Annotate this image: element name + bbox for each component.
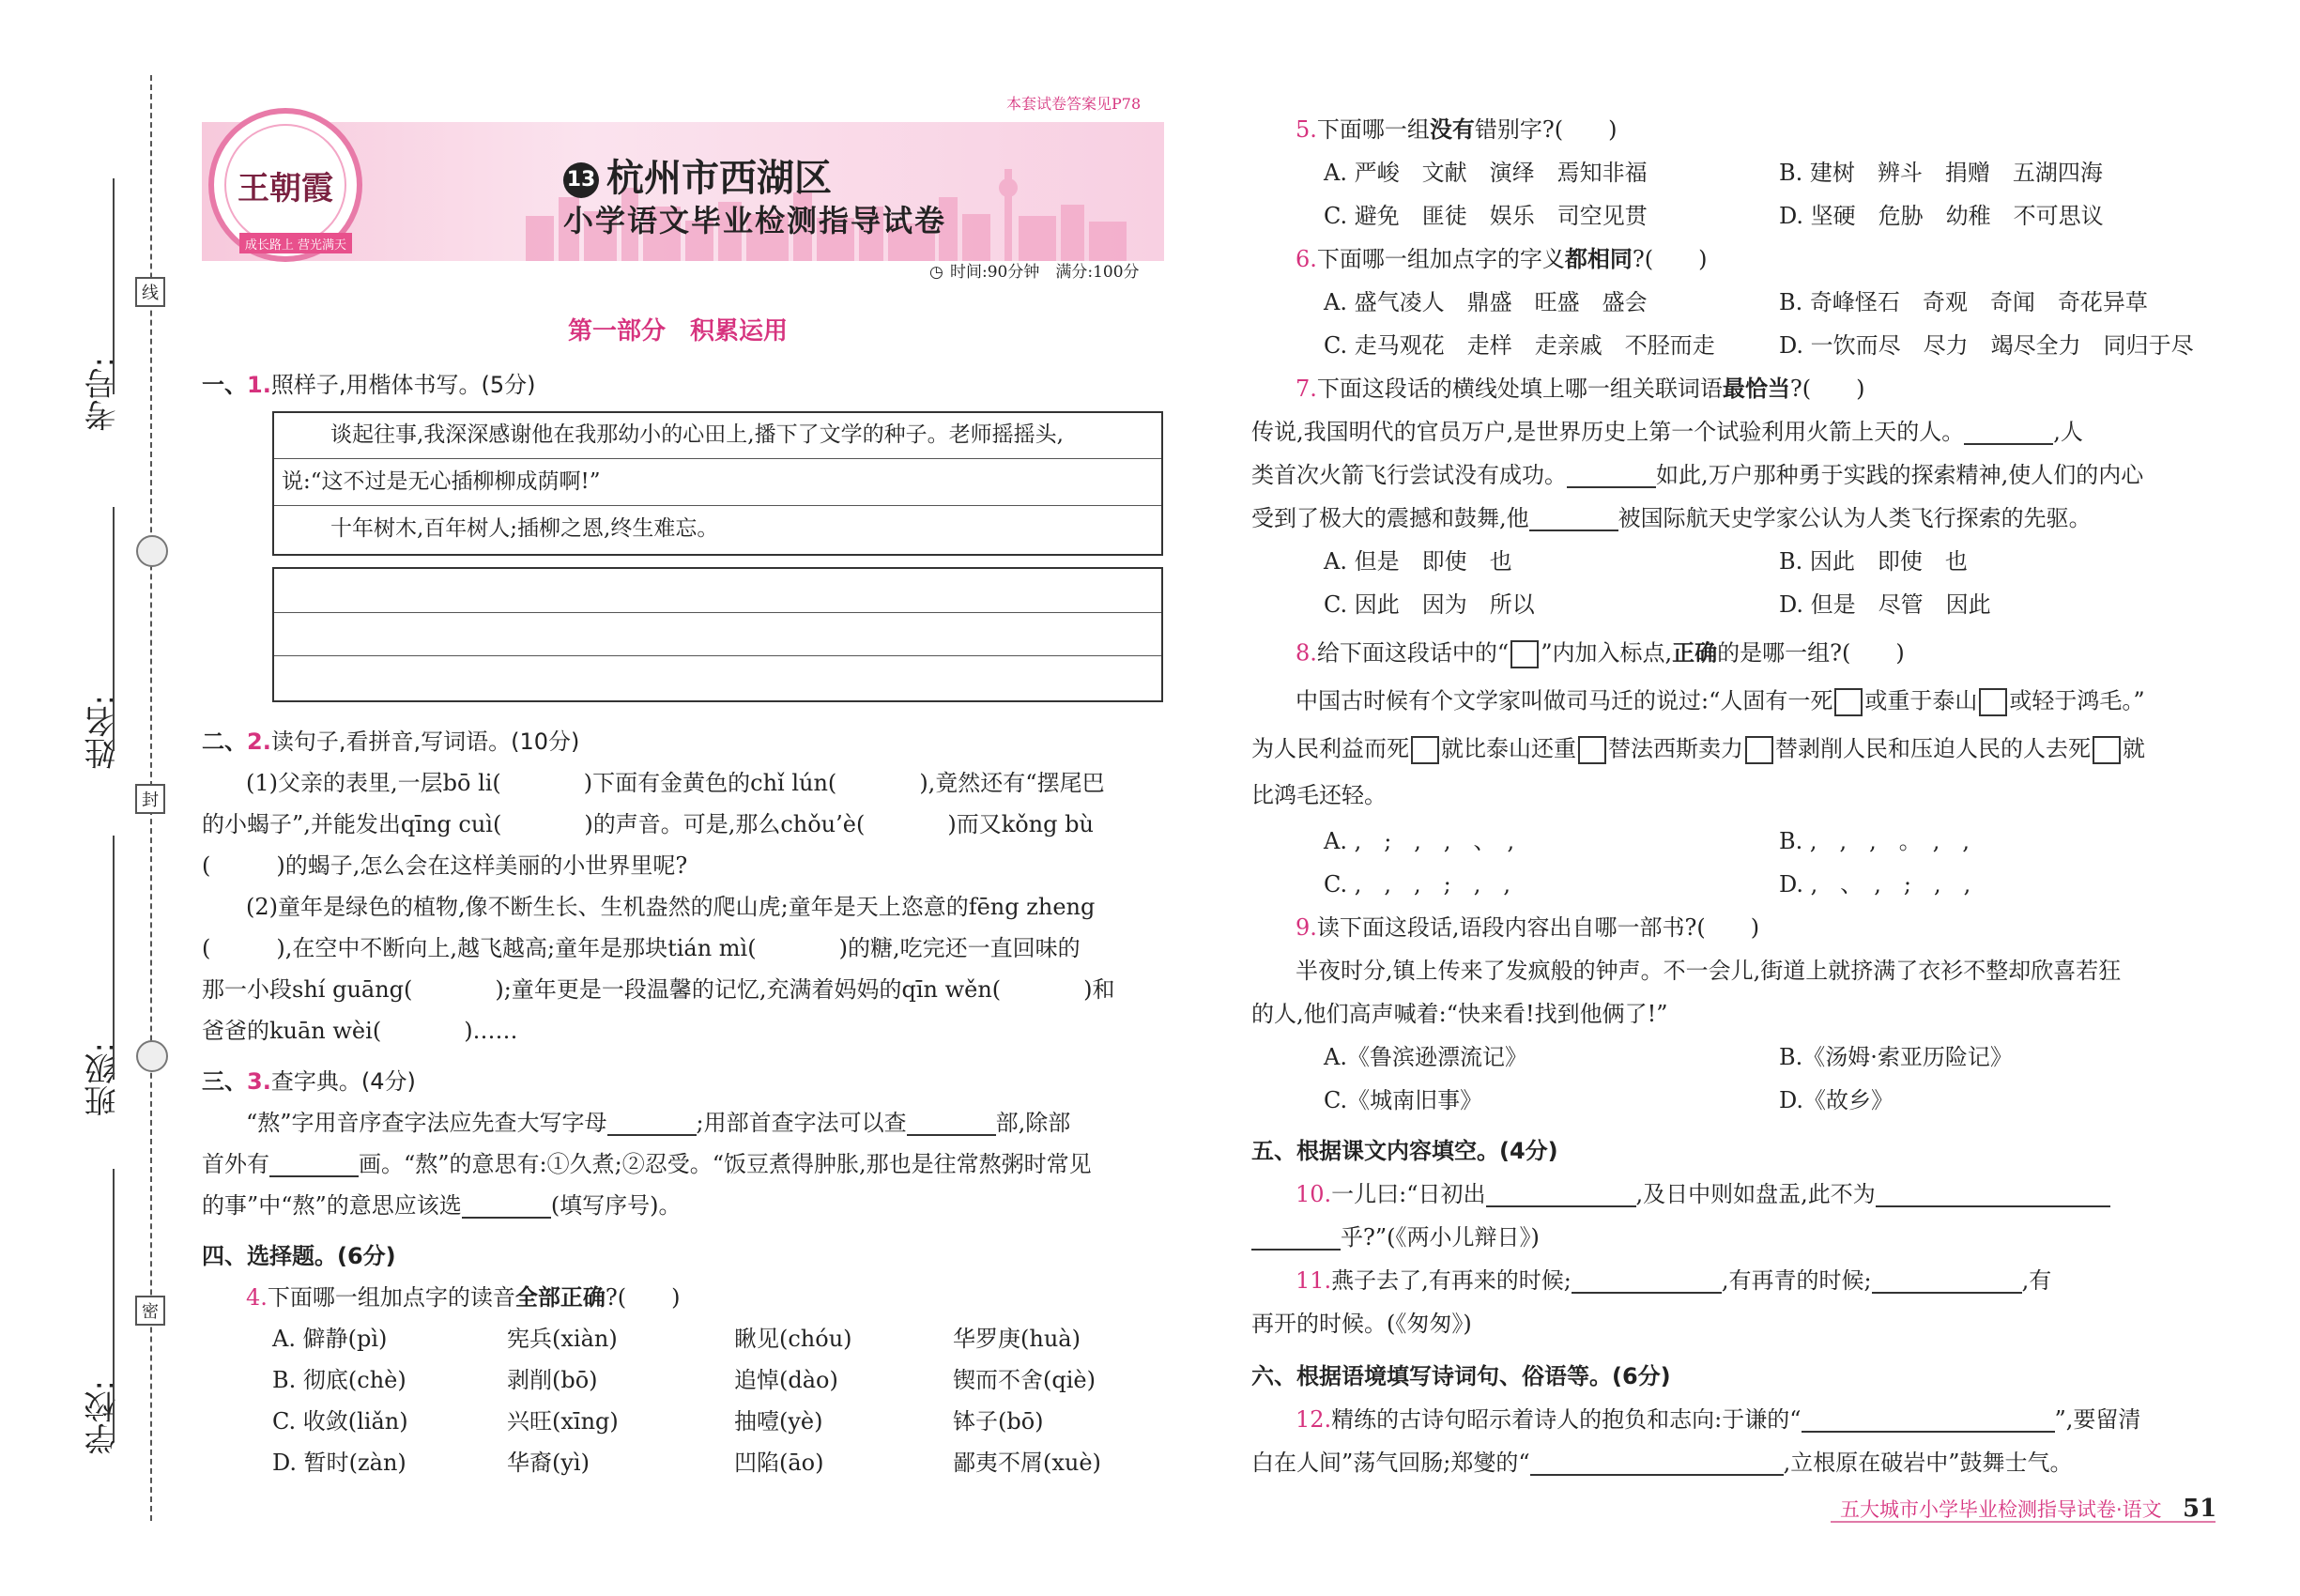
- punct-box[interactable]: [1745, 736, 1773, 764]
- blank[interactable]: [1530, 1451, 1784, 1476]
- q8-option-a[interactable]: A. , ; , , 、 ,: [1324, 828, 1515, 854]
- q8-option-b[interactable]: B. , , , 。 , ,: [1779, 828, 1970, 854]
- punct-box[interactable]: [1411, 736, 1439, 764]
- q2-line-2: 的小蝎子”,并能发出qīng cuì( )的声音。可是,那么chǒu’è( )而又kǒng bù: [202, 811, 1094, 837]
- q2-line-7: 爸爸的kuān wèi( )……: [202, 1018, 518, 1044]
- blank[interactable]: [1251, 1226, 1341, 1251]
- q7-option-d[interactable]: D. 但是 尽管 因此: [1779, 591, 1991, 618]
- label-kaohao: 考号:: [84, 357, 122, 432]
- q8-stem: 8.给下面这段话中的“ ”内加入标点,正确的是哪一组?( ): [1296, 640, 1905, 668]
- blank[interactable]: [607, 1112, 697, 1136]
- q9-option-d[interactable]: D.《故乡》: [1779, 1087, 1894, 1113]
- q4-option-d3: 凹陷(āo): [734, 1450, 824, 1476]
- label-banji: 班级:: [84, 1042, 122, 1117]
- q8-para-1: 中国古时候有个文学家叫做司马迁的说过:“人固有一死 或重于泰山 或轻于鸿毛。”: [1296, 688, 2145, 716]
- blank[interactable]: [1802, 1408, 2055, 1433]
- q6-option-c[interactable]: C. 走马观花 走样 走亲戚 不胫而走: [1324, 332, 1715, 359]
- xingming-line[interactable]: [113, 507, 115, 751]
- q4-option-a1[interactable]: A. 僻静(pì): [272, 1326, 388, 1352]
- q3-line-1: “熬”字用音序查字法应先查大写字母 ;用部首查字法可以查 部,除部: [246, 1110, 1071, 1136]
- q2-text: 读句子,看拼音,写词语。(10分): [270, 729, 580, 755]
- q5-section-label: 五、: [1251, 1138, 1296, 1164]
- binding-mark-mid: 封: [135, 784, 165, 814]
- q4-stem: 4.下面哪一组加点字的读音全部正确?( ): [246, 1284, 681, 1311]
- punct-box[interactable]: [2093, 736, 2121, 764]
- q1-number: 1.: [247, 372, 271, 398]
- q5-section-text: 根据课文内容填空。(4分): [1296, 1138, 1558, 1164]
- q7-option-c[interactable]: C. 因此 因为 所以: [1324, 591, 1535, 618]
- q2-line-5: ( ),在空中不断向上,越飞越高;童年是那块tián mì( )的糖,吃完还一直回味的: [202, 935, 1081, 961]
- q9-para-2: 的人,他们高声喊着:“快来看!找到他俩了!”: [1251, 1001, 1668, 1027]
- q9-option-c[interactable]: C.《城南旧事》: [1324, 1087, 1483, 1113]
- blank[interactable]: [1876, 1183, 2110, 1207]
- q2-line-6: 那一小段shí guāng( );童年更是一段温馨的记忆,充满着妈妈的qīn wěn( )和: [202, 976, 1115, 1003]
- sample-line-2: 说:“这不过是无心插柳柳成荫啊!”: [282, 469, 601, 494]
- exam-meta: 时间:90分钟 满分:100分: [950, 263, 1140, 282]
- punct-box[interactable]: [1834, 688, 1863, 716]
- footer-text: 五大城市小学毕业检测指导试卷·语文: [1840, 1498, 2162, 1521]
- label-xuexiao: 学校:: [84, 1380, 122, 1455]
- q4-option-c4: 钵子(bō): [953, 1408, 1044, 1435]
- q6-option-a[interactable]: A. 盛气凌人 鼎盛 旺盛 盛会: [1324, 289, 1648, 315]
- q12-line-1: 12.精练的古诗句昭示着诗人的抱负和志向:于谦的“ ”,要留清: [1296, 1406, 2141, 1433]
- q4-option-d2: 华裔(yì): [507, 1450, 590, 1476]
- blank[interactable]: [1486, 1183, 1636, 1207]
- q4-option-b2: 剥削(bō): [507, 1367, 598, 1393]
- q5-option-c[interactable]: C. 避免 匪徒 娱乐 司空见贯: [1324, 203, 1648, 229]
- q7-option-a[interactable]: A. 但是 即使 也: [1324, 548, 1512, 575]
- q9-stem: 9.读下面这段话,语段内容出自哪一部书?( ): [1296, 914, 1760, 941]
- q4-option-a4: 华罗庚(huà): [953, 1326, 1081, 1352]
- q6-option-d[interactable]: D. 一饮而尽 尽力 竭尽全力 同归于尽: [1779, 332, 2194, 359]
- banji-line[interactable]: [113, 836, 115, 1080]
- q9-option-a[interactable]: A.《鲁滨逊漂流记》: [1324, 1044, 1527, 1070]
- blank[interactable]: [1572, 1269, 1722, 1294]
- q2-number: 2.: [247, 729, 271, 755]
- q7-para-3: 受到了极大的震撼和鼓舞,他 被国际航天史学家公认为人类飞行探索的先驱。: [1251, 505, 2092, 531]
- q6-section-label: 六、: [1251, 1363, 1296, 1389]
- q5-option-d[interactable]: D. 坚硬 危胁 幼稚 不可思议: [1779, 203, 2104, 229]
- blank[interactable]: [1964, 421, 2053, 445]
- q8-para-3: 比鸿毛还轻。: [1251, 782, 1387, 808]
- q9-option-b[interactable]: B.《汤姆·索亚历险记》: [1779, 1044, 2013, 1070]
- blank[interactable]: [1567, 464, 1656, 488]
- q5-stem: 5.下面哪一组没有错别字?( ): [1296, 116, 1618, 143]
- brand-logo: 王朝霞: [208, 108, 362, 262]
- blank[interactable]: [269, 1153, 359, 1177]
- q5-option-a[interactable]: A. 严峻 文献 演绎 焉知非福: [1324, 160, 1648, 186]
- q9-para-1: 半夜时分,镇上传来了发疯般的钟声。不一会儿,街道上就挤满了衣衫不整却欣喜若狂: [1296, 958, 2122, 984]
- clock-icon: ◷: [929, 263, 943, 282]
- exam-subtitle: 小学语文毕业检测指导试卷: [563, 203, 947, 238]
- answer-reference: 本套试卷答案见P78: [1006, 95, 1142, 113]
- q6-stem: 6.下面哪一组加点字的字义都相同?( ): [1296, 246, 1708, 272]
- q11-line-1: 11.燕子去了,有再来的时候; ,有再青的时候; ,有: [1296, 1267, 2052, 1294]
- q2-label: 二、: [202, 729, 247, 755]
- sample-line-1: 谈起往事,我深深感谢他在我那幼小的心田上,播下了文学的种子。老师摇摇头,: [330, 422, 1064, 447]
- label-xingming: 姓名:: [84, 695, 122, 770]
- exam-number-badge: 13: [563, 162, 599, 198]
- q4-option-d1[interactable]: D. 暂时(zàn): [272, 1450, 406, 1476]
- page-number: 51: [2183, 1495, 2217, 1523]
- brand-ribbon: 成长路上 营光满天: [239, 233, 352, 253]
- q8-option-c[interactable]: C. , , , ; , ,: [1324, 871, 1510, 898]
- q4-option-b4: 锲而不舍(qiè): [953, 1367, 1096, 1393]
- handwriting-answer-box[interactable]: [272, 567, 1163, 702]
- q4-option-b3: 追悼(dào): [734, 1367, 838, 1393]
- q11-line-2: 再开的时候。(《匆匆》): [1251, 1311, 1472, 1337]
- q6-option-b[interactable]: B. 奇峰怪石 奇观 奇闻 奇花异草: [1779, 289, 2148, 315]
- sample-text-box: [272, 411, 1163, 556]
- q4-option-d4: 鄙夷不屑(xuè): [953, 1450, 1101, 1476]
- sample-line-3: 十年树木,百年树人;插柳之恩,终生难忘。: [330, 516, 719, 541]
- binding-mark-top: 线: [135, 277, 165, 307]
- exam-title: 13 杭州市西湖区: [563, 148, 832, 202]
- q7-para-2: 类首次火箭飞行尝试没有成功。 如此,万户那种勇于实践的探索精神,使人们的内心: [1251, 462, 2144, 488]
- q2-line-4: (2)童年是绿色的植物,像不断生长、生机盎然的爬山虎;童年是天上恣意的fēng zheng: [246, 894, 1096, 920]
- q3-line-3: 的事”中“熬”的意思应该选 (填写序号)。: [202, 1192, 682, 1219]
- q8-para-2: 为人民利益而死 就比泰山还重 替法西斯卖力 替剥削人民和压迫人民的人去死 就: [1251, 736, 2145, 764]
- q2-line-3: ( )的蝎子,怎么会在这样美丽的小世界里呢?: [202, 852, 688, 879]
- q1-text: 照样子,用楷体书写。(5分): [270, 372, 536, 398]
- q4-option-b1[interactable]: B. 彻底(chè): [272, 1367, 406, 1393]
- q4-option-a2: 宪兵(xiàn): [507, 1326, 618, 1352]
- q12-line-2: 白在人间”荡气回肠;郑燮的“ ,立根原在破岩中”鼓舞士气。: [1251, 1450, 2073, 1476]
- punct-box[interactable]: [1578, 736, 1606, 764]
- binding-ring-icon: [136, 535, 168, 567]
- footer-rule: [1831, 1521, 2216, 1523]
- xuexiao-line[interactable]: [113, 1169, 115, 1441]
- q4-section-text: 选择题。(6分): [247, 1243, 396, 1269]
- q7-stem: 7.下面这段话的横线处填上哪一组关联词语最恰当?( ): [1296, 376, 1865, 402]
- part1-title: 第一部分 积累运用: [568, 317, 789, 345]
- q4-option-c3: 抽噎(yè): [734, 1408, 823, 1435]
- q4-option-a3: 瞅见(chóu): [734, 1326, 852, 1352]
- q4-option-c2: 兴旺(xīng): [507, 1408, 619, 1435]
- q7-para-1: 传说,我国明代的官员万户,是世界历史上第一个试验利用火箭上天的人。 ,人: [1251, 419, 2083, 445]
- q3-text: 查字典。(4分): [270, 1068, 416, 1095]
- q4-option-c1[interactable]: C. 收敛(liǎn): [272, 1408, 408, 1435]
- blank[interactable]: [907, 1112, 996, 1136]
- q3-number: 3.: [247, 1068, 271, 1095]
- q6-section-text: 根据语境填写诗词句、俗语等。(6分): [1296, 1363, 1671, 1389]
- q7-option-b[interactable]: B. 因此 即使 也: [1779, 548, 1968, 575]
- binding-ring-icon: [136, 1040, 168, 1072]
- q3-label: 三、: [202, 1068, 247, 1095]
- q8-option-d[interactable]: D. , 、 , ; , ,: [1779, 871, 1971, 898]
- q4-section-label: 四、: [202, 1243, 247, 1269]
- q5-option-b[interactable]: B. 建树 辨斗 捐赠 五湖四海: [1779, 160, 2103, 186]
- q10-line-2: 乎?”(《两小儿辩日》): [1251, 1226, 1540, 1251]
- blank[interactable]: [1872, 1269, 2022, 1294]
- q2-line-1: (1)父亲的表里,一层bō li( )下面有金黄色的chǐ lún( ),竟然还有“摆尾巴: [246, 770, 1105, 796]
- punct-box[interactable]: [1979, 688, 2007, 716]
- q1-label: 一、: [202, 372, 247, 398]
- blank[interactable]: [462, 1194, 551, 1219]
- blank[interactable]: [1529, 507, 1618, 531]
- q10-line-1: 10.一儿曰:“日初出 ,及日中则如盘盂,此不为: [1296, 1183, 2110, 1207]
- q3-line-2: 首外有 画。“熬”的意思有:①久煮;②忍受。“饭豆煮得肿胀,那也是往常熬粥时常见: [202, 1151, 1092, 1177]
- kaohao-line[interactable]: [113, 178, 115, 394]
- binding-mark-bottom: 密: [135, 1296, 165, 1326]
